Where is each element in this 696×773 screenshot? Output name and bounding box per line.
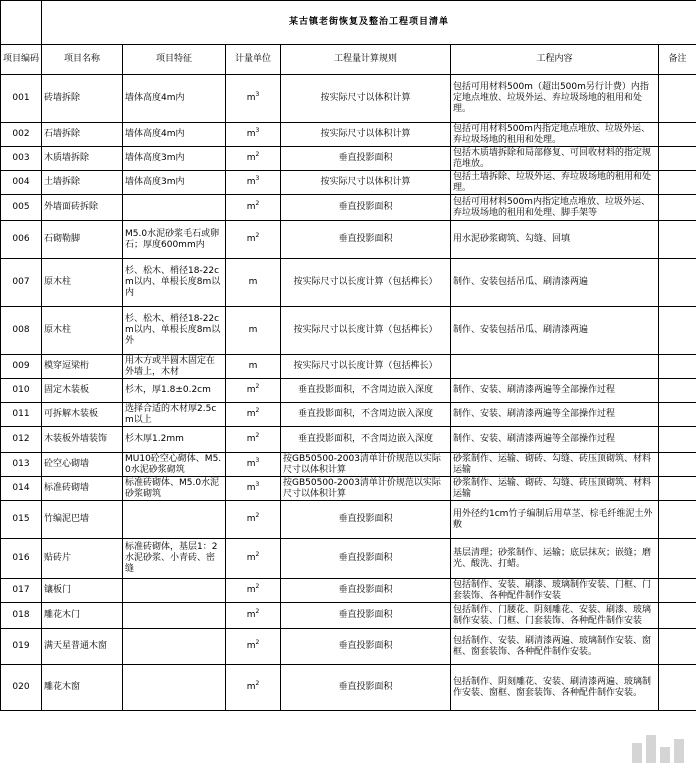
- unit-symbol: m: [246, 93, 256, 103]
- unit-symbol: m: [248, 277, 258, 287]
- cell-name: 原木柱: [42, 307, 123, 355]
- cell-content: 砂浆制作、运输、砌砖、勾缝、砖压顶砌筑、材料运输: [451, 453, 659, 477]
- header-remark: 备注: [659, 45, 696, 75]
- cell-unit: [226, 259, 281, 307]
- table-row: [1, 427, 696, 453]
- cell-feature: 用木方或半圆木固定在外墙上，木材: [123, 355, 226, 379]
- cell-unit: [226, 195, 281, 221]
- cell-feature: [123, 579, 226, 603]
- cell-feature: 墙体高度4m内: [123, 75, 226, 123]
- cell-rule: 垂直投影面积: [281, 147, 451, 171]
- table-row: [1, 603, 696, 629]
- cell-remark: [659, 195, 696, 221]
- cell-remark: [659, 147, 696, 171]
- cell-feature: 墙体高度3m内: [123, 171, 226, 195]
- cell-name: 石砌勒脚: [42, 221, 123, 259]
- cell-rule: 垂直投影面积: [281, 629, 451, 665]
- cell-code: 017: [1, 579, 42, 603]
- cell-rule: 垂直投影面积: [281, 603, 451, 629]
- cell-unit: [226, 453, 281, 477]
- watermark-logo-icon: [626, 727, 690, 767]
- cell-rule: 垂直投影面积: [281, 579, 451, 603]
- cell-feature: 选择合适的木材厚2.5cm以上: [123, 403, 226, 427]
- cell-feature: M5.0水泥砂浆毛石或卵石；厚度600mm内: [123, 221, 226, 259]
- header-unit: 计量单位: [226, 45, 281, 75]
- cell-rule: 垂直投影面积: [281, 195, 451, 221]
- cell-remark: [659, 501, 696, 539]
- cell-unit: [226, 665, 281, 711]
- unit-symbol: m: [246, 514, 256, 524]
- cell-remark: [659, 539, 696, 579]
- unit-exponent: 2: [255, 583, 260, 590]
- cell-code: 007: [1, 259, 42, 307]
- cell-content: 制作、安装、刷清漆两遍等全部操作过程: [451, 403, 659, 427]
- unit-symbol: m: [246, 682, 256, 692]
- cell-content: 包括可用材料500m内指定地点堆放、垃圾外运、弃垃圾场地的租用和处理、脚手架等: [451, 195, 659, 221]
- cell-content: [451, 355, 659, 379]
- cell-rule: 垂直投影面积，不含周边嵌入深度: [281, 427, 451, 453]
- cell-remark: [659, 603, 696, 629]
- cell-name: 满天星普通木窗: [42, 629, 123, 665]
- cell-content: 制作、安装、刷清漆两遍等全部操作过程: [451, 427, 659, 453]
- unit-exponent: 2: [255, 608, 260, 615]
- cell-rule: 按GB50500-2003清单计价规范以实际尺寸以体积计算: [281, 453, 451, 477]
- cell-content: 基层清理；砂浆制作、运输；底层抹灰；嵌缝；磨光、酸洗、打蜡。: [451, 539, 659, 579]
- cell-rule: 按实际尺寸以长度计算（包括榫长）: [281, 307, 451, 355]
- cell-feature: [123, 603, 226, 629]
- cell-rule: 按实际尺寸以体积计算: [281, 75, 451, 123]
- cell-feature: 标准砖砌体，基层1：2水泥砂浆、小青砖、密缝: [123, 539, 226, 579]
- header-name: 项目名称: [42, 45, 123, 75]
- cell-name: 砖墙拆除: [42, 75, 123, 123]
- cell-remark: [659, 453, 696, 477]
- cell-content: 包括制作、阴刻雕花、安装、刷清漆两遍、玻璃制作安装、窗框、窗套装饰、各种配件制作安装。: [451, 665, 659, 711]
- cell-feature: 杉木，厚1.8±0.2cm: [123, 379, 226, 403]
- cell-unit: [226, 539, 281, 579]
- cell-rule: 按实际尺寸以体积计算: [281, 171, 451, 195]
- cell-rule: 按实际尺寸以长度计算（包括榫长）: [281, 259, 451, 307]
- table-row: [1, 355, 696, 379]
- cell-unit: [226, 501, 281, 539]
- table-row: [1, 221, 696, 259]
- cell-name: 原木柱: [42, 259, 123, 307]
- unit-symbol: m: [246, 409, 256, 419]
- cell-remark: [659, 307, 696, 355]
- cell-feature: 墙体高度3m内: [123, 147, 226, 171]
- unit-symbol: m: [246, 385, 256, 395]
- cell-remark: [659, 403, 696, 427]
- unit-symbol: m: [246, 129, 256, 139]
- table-row: [1, 453, 696, 477]
- cell-code: 001: [1, 75, 42, 123]
- cell-content: 制作、安装、刷清漆两遍等全部操作过程: [451, 379, 659, 403]
- cell-code: 020: [1, 665, 42, 711]
- unit-exponent: 2: [255, 680, 260, 687]
- table-row: [1, 75, 696, 123]
- cell-feature: [123, 195, 226, 221]
- table-row: [1, 501, 696, 539]
- table-row: [1, 123, 696, 147]
- table-row: [1, 665, 696, 711]
- cell-content: 包括制作、门腰花、阴刻雕花、安装、刷漆、玻璃制作安装、门框、门套装饰、各种配件制作安装: [451, 603, 659, 629]
- cell-unit: [226, 221, 281, 259]
- cell-feature: [123, 501, 226, 539]
- unit-symbol: m: [246, 483, 256, 493]
- unit-symbol: m: [246, 553, 256, 563]
- unit-exponent: 2: [255, 512, 260, 519]
- cell-name: 镶板门: [42, 579, 123, 603]
- cell-content: 包括制作、安装、刷漆、玻璃制作安装、门框、门套装饰、各种配件制作安装: [451, 579, 659, 603]
- unit-exponent: 2: [255, 639, 260, 646]
- cell-content: 制作、安装包括吊瓜、刷清漆两遍: [451, 307, 659, 355]
- unit-exponent: 2: [255, 383, 260, 390]
- cell-feature: MU10砼空心砌体、M5.0水泥砂浆砌筑: [123, 453, 226, 477]
- table-row: [1, 307, 696, 355]
- unit-exponent: 3: [255, 481, 260, 488]
- cell-content: 制作、安装包括吊瓜、刷清漆两遍: [451, 259, 659, 307]
- cell-code: 002: [1, 123, 42, 147]
- cell-remark: [659, 477, 696, 501]
- unit-symbol: m: [246, 234, 256, 244]
- cell-code: 005: [1, 195, 42, 221]
- cell-unit: [226, 147, 281, 171]
- table-row: [1, 579, 696, 603]
- unit-symbol: m: [248, 361, 258, 371]
- unit-symbol: m: [246, 202, 256, 212]
- cell-name: 贴砖片: [42, 539, 123, 579]
- cell-code: 011: [1, 403, 42, 427]
- cell-unit: [226, 75, 281, 123]
- cell-code: 008: [1, 307, 42, 355]
- cell-name: 模穿逗梁桁: [42, 355, 123, 379]
- cell-unit: [226, 629, 281, 665]
- cell-rule: 垂直投影面积: [281, 501, 451, 539]
- unit-exponent: 3: [255, 175, 260, 182]
- cell-content: 包括制作、安装、刷清漆两遍、玻璃制作安装、窗框、窗套装饰、各种配件制作安装。: [451, 629, 659, 665]
- title-left-blank: [1, 1, 42, 45]
- cell-remark: [659, 259, 696, 307]
- cell-feature: 标准砖砌体、M5.0水泥砂浆砌筑: [123, 477, 226, 501]
- cell-name: 固定木装板: [42, 379, 123, 403]
- cell-remark: [659, 665, 696, 711]
- header-code: 项目编码: [1, 45, 42, 75]
- cell-feature: 杉木厚1.2mm: [123, 427, 226, 453]
- cell-code: 004: [1, 171, 42, 195]
- table-row: [1, 171, 696, 195]
- cell-unit: [226, 427, 281, 453]
- cell-feature: [123, 629, 226, 665]
- unit-symbol: m: [246, 153, 256, 163]
- cell-content: 包括土墙拆除、垃圾外运、弃垃圾场地的租用和处理。: [451, 171, 659, 195]
- table-row: [1, 629, 696, 665]
- header-feature: 项目特征: [123, 45, 226, 75]
- cell-remark: [659, 171, 696, 195]
- cell-unit: [226, 307, 281, 355]
- cell-name: 石墙拆除: [42, 123, 123, 147]
- cell-name: 土墙拆除: [42, 171, 123, 195]
- unit-exponent: 2: [255, 232, 260, 239]
- cell-name: 可拆解木装板: [42, 403, 123, 427]
- cell-code: 019: [1, 629, 42, 665]
- cell-code: 006: [1, 221, 42, 259]
- table-row: [1, 379, 696, 403]
- cell-code: 014: [1, 477, 42, 501]
- table-row: [1, 477, 696, 501]
- cell-remark: [659, 123, 696, 147]
- unit-exponent: 2: [255, 432, 260, 439]
- cell-feature: [123, 665, 226, 711]
- cell-name: 竹编泥巴墙: [42, 501, 123, 539]
- cell-rule: 垂直投影面积，不含周边嵌入深度: [281, 403, 451, 427]
- header-row: [1, 45, 696, 75]
- cell-unit: [226, 579, 281, 603]
- cell-code: 018: [1, 603, 42, 629]
- cell-code: 012: [1, 427, 42, 453]
- cell-name: 标准砖砌墙: [42, 477, 123, 501]
- cell-name: 木质墙拆除: [42, 147, 123, 171]
- cell-name: 雕花木窗: [42, 665, 123, 711]
- unit-symbol: m: [246, 610, 256, 620]
- unit-symbol: m: [246, 177, 256, 187]
- cell-remark: [659, 379, 696, 403]
- unit-symbol: m: [246, 641, 256, 651]
- cell-name: 雕花木门: [42, 603, 123, 629]
- cell-name: 木装板外墙装饰: [42, 427, 123, 453]
- unit-symbol: m: [246, 585, 256, 595]
- cell-content: 包括可用材料500m（超出500m另行计费）内指定地点堆放、垃圾外运、弃垃圾场地的租用和处理。: [451, 75, 659, 123]
- cell-remark: [659, 579, 696, 603]
- table-row: [1, 259, 696, 307]
- cell-unit: [226, 603, 281, 629]
- cell-code: 003: [1, 147, 42, 171]
- cell-name: 砼空心砌墙: [42, 453, 123, 477]
- unit-exponent: 2: [255, 407, 260, 414]
- unit-exponent: 3: [255, 127, 260, 134]
- cell-content: 包括可用材料500m内指定地点堆放、垃圾外运、弃垃圾场地的租用和处理。: [451, 123, 659, 147]
- sheet-title: 某古镇老街恢复及整治工程项目清单: [42, 1, 696, 45]
- header-content: 工程内容: [451, 45, 659, 75]
- cell-code: 013: [1, 453, 42, 477]
- unit-exponent: 2: [255, 551, 260, 558]
- cell-rule: 垂直投影面积: [281, 665, 451, 711]
- cell-remark: [659, 221, 696, 259]
- cell-remark: [659, 427, 696, 453]
- table-row: [1, 403, 696, 427]
- cell-code: 016: [1, 539, 42, 579]
- cell-unit: [226, 123, 281, 147]
- cell-feature: 杉、松木、梢径18-22cm以内、单根长度8m以内: [123, 259, 226, 307]
- cell-unit: [226, 171, 281, 195]
- unit-exponent: 2: [255, 200, 260, 207]
- cell-rule: 按实际尺寸以体积计算: [281, 123, 451, 147]
- cell-content: 用水泥砂浆砌筑、勾缝、回填: [451, 221, 659, 259]
- cell-unit: [226, 477, 281, 501]
- cell-code: 009: [1, 355, 42, 379]
- cell-rule: 垂直投影面积，不含周边嵌入深度: [281, 379, 451, 403]
- cell-unit: [226, 403, 281, 427]
- cell-content: 用外径约1cm竹子编制后用草茎、棕毛纤维泥土外敷: [451, 501, 659, 539]
- title-row: [1, 1, 696, 45]
- header-rule: 工程量计算规则: [281, 45, 451, 75]
- unit-exponent: 3: [255, 457, 260, 464]
- cell-content: 砂浆制作、运输、砌砖、勾缝、砖压顶砌筑、材料运输: [451, 477, 659, 501]
- cell-rule: 垂直投影面积: [281, 539, 451, 579]
- unit-symbol: m: [246, 459, 256, 469]
- cell-unit: [226, 379, 281, 403]
- unit-symbol: m: [246, 434, 256, 444]
- cell-rule: 按实际尺寸以长度计算（包括榫长）: [281, 355, 451, 379]
- cell-remark: [659, 629, 696, 665]
- cell-feature: 杉、松木、梢径18-22cm以内、单根长度8m以外: [123, 307, 226, 355]
- unit-symbol: m: [248, 325, 258, 335]
- cell-remark: [659, 75, 696, 123]
- cell-code: 015: [1, 501, 42, 539]
- cell-remark: [659, 355, 696, 379]
- unit-exponent: 3: [255, 91, 260, 98]
- table-row: [1, 539, 696, 579]
- cell-rule: 按GB50500-2003清单计价规范以实际尺寸以体积计算: [281, 477, 451, 501]
- unit-exponent: 2: [255, 151, 260, 158]
- cell-feature: 墙体高度4m内: [123, 123, 226, 147]
- cell-rule: 垂直投影面积: [281, 221, 451, 259]
- table-row: [1, 195, 696, 221]
- cell-name: 外墙面砖拆除: [42, 195, 123, 221]
- table-row: [1, 147, 696, 171]
- cell-unit: [226, 355, 281, 379]
- cell-content: 包括木质墙拆除和局部修复、可回收材料的指定规范堆放。: [451, 147, 659, 171]
- cell-code: 010: [1, 379, 42, 403]
